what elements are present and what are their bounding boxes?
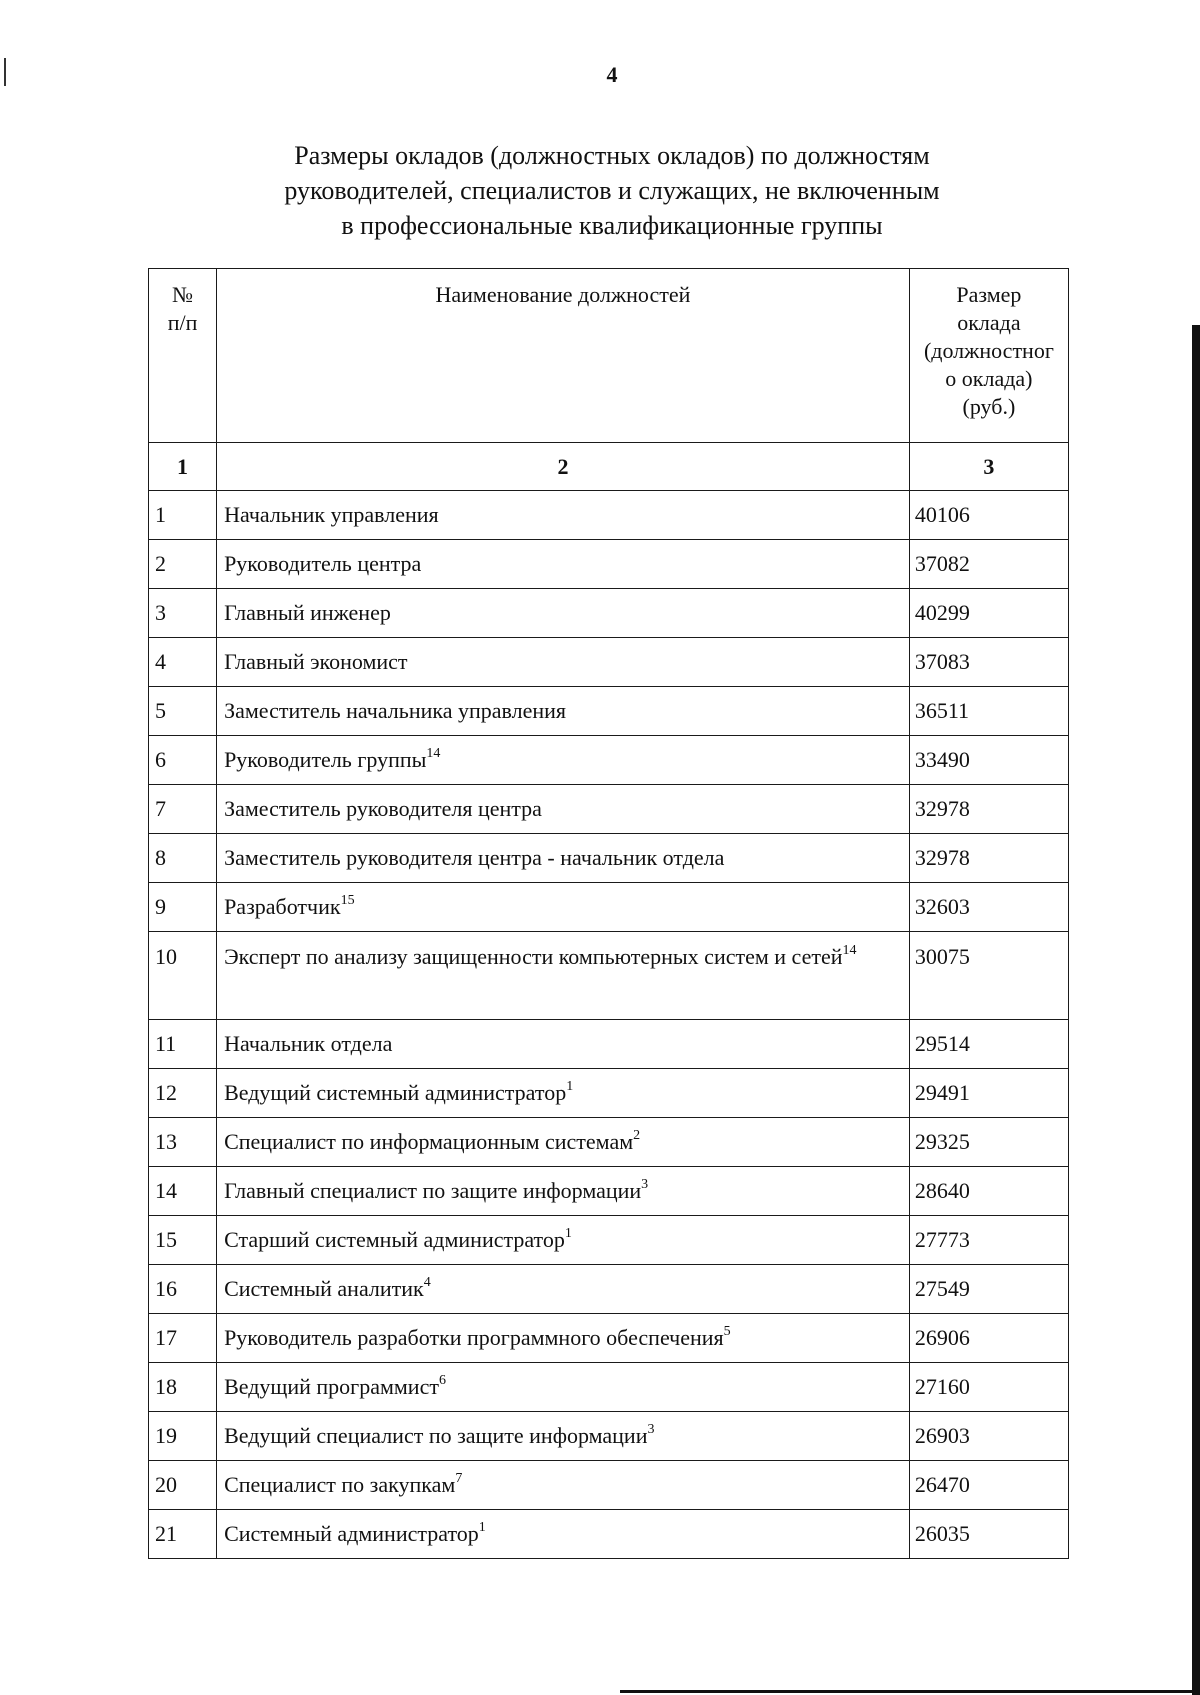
row-number: 2 xyxy=(149,540,217,589)
position-name xyxy=(217,1118,910,1167)
salary-value: 40106 xyxy=(909,491,1068,540)
row-number: 4 xyxy=(149,638,217,687)
position-name-text: Ведущий специалист по защите информации xyxy=(224,1423,648,1448)
position-name xyxy=(217,1265,910,1314)
row-number: 8 xyxy=(149,834,217,883)
position-name xyxy=(217,1412,910,1461)
table-row xyxy=(149,1265,1069,1314)
position-name-text: Ведущий системный администратор xyxy=(224,1080,567,1105)
position-name xyxy=(217,491,910,540)
position-name xyxy=(217,1020,910,1069)
position-name-text: Системный администратор xyxy=(224,1521,479,1546)
salary-value: 26906 xyxy=(909,1314,1068,1363)
position-name-text: Ведущий программист xyxy=(224,1374,439,1399)
position-name-text: Разработчик xyxy=(224,894,341,919)
row-number: 12 xyxy=(149,1069,217,1118)
position-name-text: Специалист по информационным системам xyxy=(224,1129,634,1154)
footnote-marker: 2 xyxy=(633,1127,641,1143)
salary-value: 32978 xyxy=(909,785,1068,834)
table-body xyxy=(149,491,1069,1559)
column-number: 3 xyxy=(909,443,1068,491)
document-title xyxy=(150,138,1074,243)
position-name xyxy=(217,540,910,589)
row-number: 13 xyxy=(149,1118,217,1167)
salary-value: 33490 xyxy=(909,736,1068,785)
position-name xyxy=(217,1216,910,1265)
position-name-text: Начальник управления xyxy=(224,502,439,527)
table-row xyxy=(149,1461,1069,1510)
position-name-text: Главный специалист по защите информации xyxy=(224,1178,642,1203)
footnote-marker: 15 xyxy=(340,892,355,908)
title-line: руководителей, специалистов и служащих, не включенным xyxy=(284,176,940,205)
position-name-text: Заместитель руководителя центра - начальник отдела xyxy=(224,845,725,870)
position-name-text: Начальник отдела xyxy=(224,1031,393,1056)
position-name xyxy=(217,785,910,834)
table-row xyxy=(149,834,1069,883)
scan-artifact-right-edge xyxy=(1192,325,1200,1695)
header-position-name: Наименование должностей xyxy=(217,269,910,443)
table-row xyxy=(149,1118,1069,1167)
position-name xyxy=(217,638,910,687)
row-number: 15 xyxy=(149,1216,217,1265)
position-name xyxy=(217,589,910,638)
table-row xyxy=(149,589,1069,638)
salary-value: 36511 xyxy=(909,687,1068,736)
table-row xyxy=(149,1363,1069,1412)
table-row xyxy=(149,638,1069,687)
footnote-marker: 5 xyxy=(723,1323,731,1339)
footnote-marker: 4 xyxy=(423,1274,431,1290)
row-number: 9 xyxy=(149,883,217,932)
scan-artifact-bottom-edge xyxy=(620,1690,1200,1693)
salary-value: 30075 xyxy=(909,932,1068,1020)
row-number: 7 xyxy=(149,785,217,834)
page-number: 4 xyxy=(606,62,618,87)
salary-value: 32978 xyxy=(909,834,1068,883)
salary-value: 32603 xyxy=(909,883,1068,932)
table-row xyxy=(149,491,1069,540)
table-row xyxy=(149,1216,1069,1265)
position-name-text: Заместитель начальника управления xyxy=(224,698,567,723)
row-number: 14 xyxy=(149,1167,217,1216)
row-number: 10 xyxy=(149,932,217,1020)
table-row xyxy=(149,736,1069,785)
row-number: 19 xyxy=(149,1412,217,1461)
table-row xyxy=(149,540,1069,589)
row-number: 5 xyxy=(149,687,217,736)
footnote-marker: 7 xyxy=(455,1470,463,1486)
table-row xyxy=(149,1167,1069,1216)
row-number: 21 xyxy=(149,1510,217,1559)
position-name-text: Руководитель разработки программного обеспечения xyxy=(224,1325,724,1350)
salary-value: 37083 xyxy=(909,638,1068,687)
position-name xyxy=(217,932,910,1020)
position-name-text: Руководитель центра xyxy=(224,551,422,576)
salary-value: 27160 xyxy=(909,1363,1068,1412)
salary-value: 27773 xyxy=(909,1216,1068,1265)
footnote-marker: 6 xyxy=(438,1372,446,1388)
row-number: 1 xyxy=(149,491,217,540)
position-name xyxy=(217,1510,910,1559)
position-name xyxy=(217,1314,910,1363)
header-number: № п/п xyxy=(149,269,217,443)
table-row xyxy=(149,1020,1069,1069)
footnote-marker: 14 xyxy=(842,942,857,958)
position-name xyxy=(217,1069,910,1118)
table-row xyxy=(149,1510,1069,1559)
salary-value: 27549 xyxy=(909,1265,1068,1314)
column-number-row xyxy=(149,443,1069,491)
row-number: 17 xyxy=(149,1314,217,1363)
row-number: 6 xyxy=(149,736,217,785)
salary-value: 29325 xyxy=(909,1118,1068,1167)
position-name-text: Эксперт по анализу защищенности компьютерных систем и сетей xyxy=(224,944,843,969)
table-row xyxy=(149,1314,1069,1363)
table-row xyxy=(149,785,1069,834)
salary-value: 29491 xyxy=(909,1069,1068,1118)
position-name xyxy=(217,1461,910,1510)
salary-value: 26903 xyxy=(909,1412,1068,1461)
salary-value: 28640 xyxy=(909,1167,1068,1216)
table-header-row xyxy=(149,269,1069,443)
header-salary: Размер оклада (должностног о оклада) (руб.) xyxy=(909,269,1068,443)
position-name-text: Руководитель группы xyxy=(224,747,427,772)
table-row xyxy=(149,1069,1069,1118)
position-name-text: Системный аналитик xyxy=(224,1276,424,1301)
table-row xyxy=(149,1412,1069,1461)
salary-value: 40299 xyxy=(909,589,1068,638)
position-name-text: Главный инженер xyxy=(224,600,391,625)
table-row xyxy=(149,687,1069,736)
salary-value: 29514 xyxy=(909,1020,1068,1069)
position-name xyxy=(217,1167,910,1216)
footnote-marker: 1 xyxy=(564,1225,572,1241)
position-name-text: Специалист по закупкам xyxy=(224,1472,456,1497)
table-row xyxy=(149,883,1069,932)
footnote-marker: 3 xyxy=(641,1176,649,1192)
footnote-marker: 1 xyxy=(478,1519,486,1535)
position-name xyxy=(217,834,910,883)
salary-value: 37082 xyxy=(909,540,1068,589)
column-number: 1 xyxy=(149,443,217,491)
salary-value: 26035 xyxy=(909,1510,1068,1559)
salary-value: 26470 xyxy=(909,1461,1068,1510)
salary-table xyxy=(148,268,1069,1559)
table-row xyxy=(149,932,1069,1020)
position-name-text: Главный экономист xyxy=(224,649,408,674)
position-name xyxy=(217,736,910,785)
column-number: 2 xyxy=(217,443,910,491)
footnote-marker: 1 xyxy=(566,1078,574,1094)
row-number: 16 xyxy=(149,1265,217,1314)
position-name xyxy=(217,687,910,736)
position-name xyxy=(217,883,910,932)
row-number: 3 xyxy=(149,589,217,638)
row-number: 18 xyxy=(149,1363,217,1412)
title-line: Размеры окладов (должностных окладов) по должностям xyxy=(294,141,930,170)
row-number: 20 xyxy=(149,1461,217,1510)
position-name-text: Заместитель руководителя центра xyxy=(224,796,542,821)
position-name xyxy=(217,1363,910,1412)
position-name-text: Старший системный администратор xyxy=(224,1227,565,1252)
footnote-marker: 3 xyxy=(647,1421,655,1437)
footnote-marker: 14 xyxy=(426,745,441,761)
title-line: в профессиональные квалификационные группы xyxy=(341,211,883,240)
row-number: 11 xyxy=(149,1020,217,1069)
